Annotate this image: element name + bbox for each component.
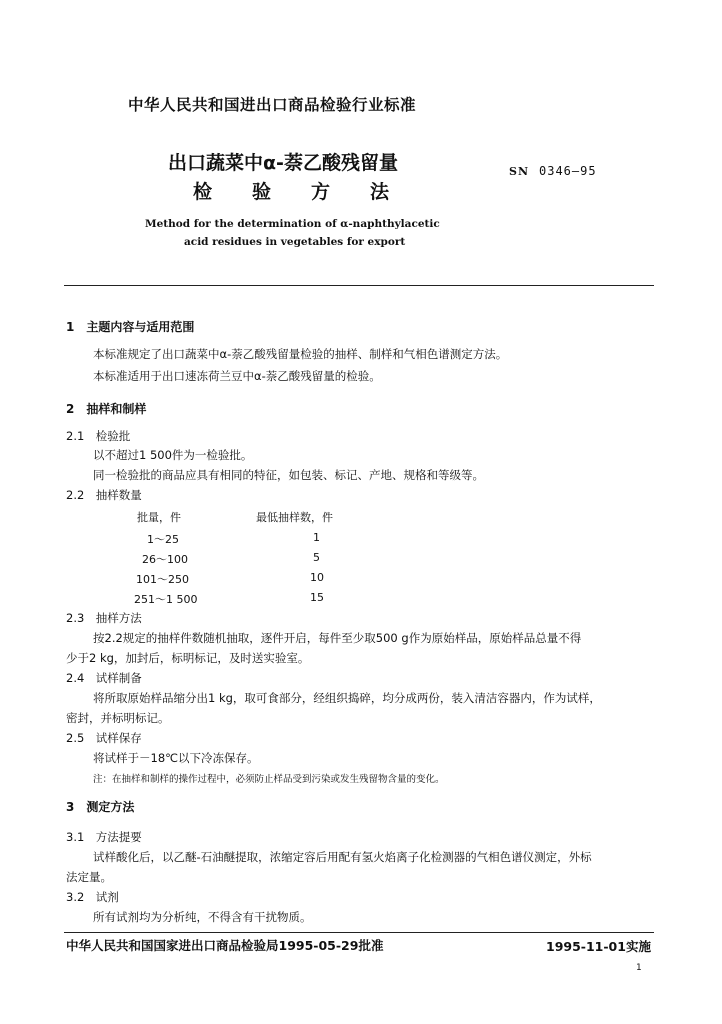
table-header-lot-size: 批量，件: [137, 511, 181, 524]
section-2-3-paragraph-1: 按2.2规定的抽样件数随机抽取，逐件开启，每件至少取500 g作为原始样品，原始样品总量不得: [93, 631, 582, 645]
section-2-3-paragraph-2: 少于2 kg，加封后，标明标记，及时送实验室。: [66, 651, 310, 665]
section-2-2-heading: 2.2 抽样数量: [66, 488, 142, 502]
table-row-lot: 251～1 500: [134, 593, 198, 606]
table-row-min: 10: [310, 571, 324, 584]
title-english-line2: acid residues in vegetables for export: [184, 236, 406, 248]
standard-prefix: SN: [509, 165, 529, 178]
section-1-paragraph-1: 本标准规定了出口蔬菜中α-萘乙酸残留量检验的抽样、制样和气相色谱测定方法。: [93, 347, 508, 361]
table-header-min-samples: 最低抽样数，件: [256, 511, 333, 524]
section-3-1-heading: 3.1 方法提要: [66, 830, 142, 844]
section-2-1-paragraph-2: 同一检验批的商品应具有相同的特征，如包装、标记、产地、规格和等级等。: [93, 468, 484, 482]
table-row-lot: 101～250: [136, 573, 189, 586]
standard-code: 0346—95: [539, 164, 597, 178]
section-2-heading: 2 抽样和制样: [66, 402, 147, 416]
section-1-paragraph-2: 本标准适用于出口速冻荷兰豆中α-萘乙酸残留量的检验。: [93, 369, 381, 383]
table-row-lot: 26～100: [142, 553, 188, 566]
section-1-heading: 1 主题内容与适用范围: [66, 320, 195, 334]
section-2-5-heading: 2.5 试样保存: [66, 731, 142, 745]
section-2-1-heading: 2.1 检验批: [66, 429, 131, 443]
table-row-lot: 1～25: [147, 533, 179, 546]
title-english-line1: Method for the determination of α-naphthylacetic: [145, 218, 440, 230]
section-3-1-paragraph-2: 法定量。: [66, 870, 112, 884]
standard-number: [509, 164, 597, 178]
title-chinese-line2: 检验方法: [193, 181, 430, 203]
section-2-4-paragraph-2: 密封，并标明标记。: [66, 711, 170, 725]
implementation-date: 1995-11-01实施: [546, 939, 651, 954]
section-3-heading: 3 测定方法: [66, 800, 135, 814]
section-2-1-paragraph-1: 以不超过1 500件为一检验批。: [93, 448, 253, 462]
section-2-note: 注：在抽样和制样的操作过程中，必须防止样品受到污染或发生残留物含量的变化。: [93, 774, 445, 785]
title-chinese-line1: 出口蔬菜中α-萘乙酸残留量: [168, 152, 398, 174]
section-2-4-paragraph-1: 将所取原始样品缩分出1 kg，取可食部分，经组织捣碎，均分成两份，装入清洁容器内，作为试样，: [93, 691, 601, 705]
section-3-2-heading: 3.2 试剂: [66, 890, 119, 904]
section-3-2-paragraph-1: 所有试剂均为分析纯，不得含有干扰物质。: [93, 910, 312, 924]
section-2-5-paragraph-1: 将试样于－18℃以下冷冻保存。: [93, 751, 259, 765]
section-2-3-heading: 2.3 抽样方法: [66, 611, 142, 625]
footer-divider: [64, 932, 654, 933]
table-row-min: 1: [313, 531, 320, 544]
header-divider: [64, 285, 654, 286]
page-number: 1: [636, 963, 642, 973]
issuing-organization: 中华人民共和国进出口商品检验行业标准: [128, 96, 417, 114]
table-row-min: 15: [310, 591, 324, 604]
section-2-4-heading: 2.4 试样制备: [66, 671, 142, 685]
approval-statement: 中华人民共和国国家进出口商品检验局1995-05-29批准: [66, 938, 384, 953]
section-3-1-paragraph-1: 试样酸化后，以乙醚-石油醚提取，浓缩定容后用配有氢火焰离子化检测器的气相色谱仪测定，外标: [93, 850, 592, 864]
table-row-min: 5: [313, 551, 320, 564]
